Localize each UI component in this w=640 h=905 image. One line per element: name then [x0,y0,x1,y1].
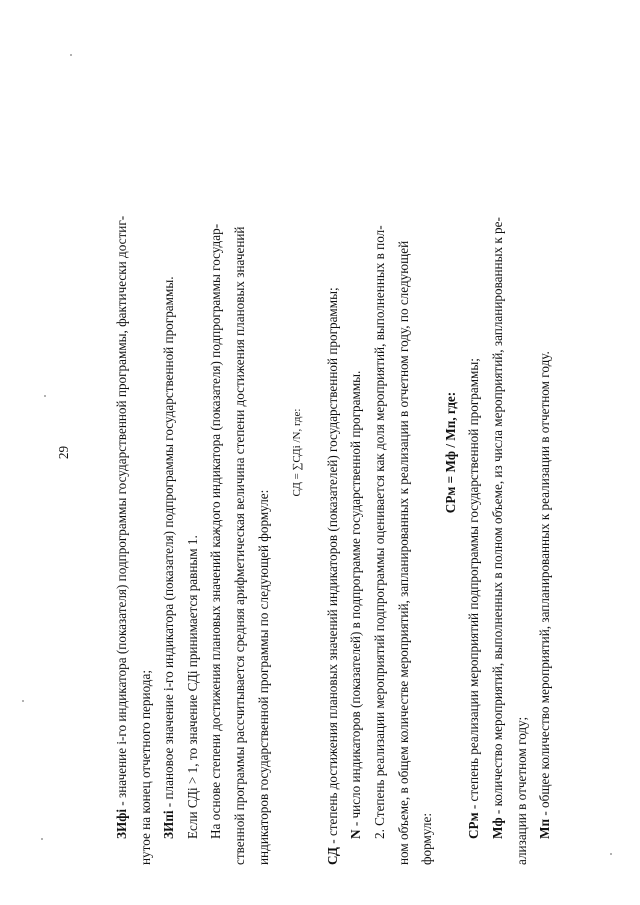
paragraph-sd-def: СД - степень достижения плановых значений индикаторов (показателей) государственной программы; [324,287,340,865]
term-zip: ЗИпi [161,810,177,839]
paragraph-basis-2: ственной программы рассчитывается средняя арифметическая величина степени достижения плановых значений [231,226,247,865]
paragraph-mf-cont: ализации в отчетном году; [513,716,529,865]
paragraph-n-def: N - число индикаторов (показателей) в подпрограмме государственной программы. [348,370,364,839]
scan-speck [22,700,24,702]
scan-speck [41,838,43,840]
term-zif: ЗИфi [114,808,129,839]
paragraph-mf-def: Мф - количество мероприятий, выполненных в полном объеме, из числа мероприятий, запланированных к ре- [489,217,505,839]
page-number: 29 [56,445,71,460]
rotated-text-block [56,40,590,865]
paragraph-srm-def: СРм - степень реализации мероприятий подпрограммы государственной программы; [466,358,482,839]
scan-speck [70,54,72,56]
paragraph-sd-cap: Если СДi > 1, то значение СДi принимается равным 1. [184,535,200,839]
term-srm: СРм [466,812,482,839]
paragraph-basis-3: индикаторов государственной программы по следующей формуле: [255,489,271,865]
term-sd: СД [324,847,340,865]
term-mf: Мф [489,817,505,839]
paragraph-continuation: нутое на конец отчетного периода; [137,669,153,865]
paragraph-zif: ЗИфi - значение i-го индикатора (показателя) подпрограммы государственной программы, фактически достиг- [114,215,129,839]
scan-speck [44,395,46,397]
paragraph-measures-2: ном объеме, в общем количестве мероприятий, запланированных к реализации в отчетном году, по следующей [395,240,411,865]
paragraph-mp-def: Мп - общее количество мероприятий, запланированных к реализации в отчетном году. [537,351,553,839]
paragraph-measures-1: 2. Степень реализации мероприятий подпрограммы оценивается как доля мероприятий, выполненных в пол- [371,225,387,839]
formula-srm: СРм = Мф / Мп, где: [442,391,458,514]
paragraph-measures-3: формуле: [419,813,435,865]
paragraph-zip: ЗИпi - плановое значение i-го индикатора (показателя) подпрограммы государственной программы. [161,276,177,839]
term-mp: Мп [537,818,553,839]
term-n: N [348,829,364,839]
scan-speck [610,853,612,855]
paragraph-basis-1: На основе степени достижения плановых значений каждого индикатора (показателя) подпрограммы государ- [208,223,224,839]
formula-sd: СД = ∑СДi /N, где: [291,408,304,497]
